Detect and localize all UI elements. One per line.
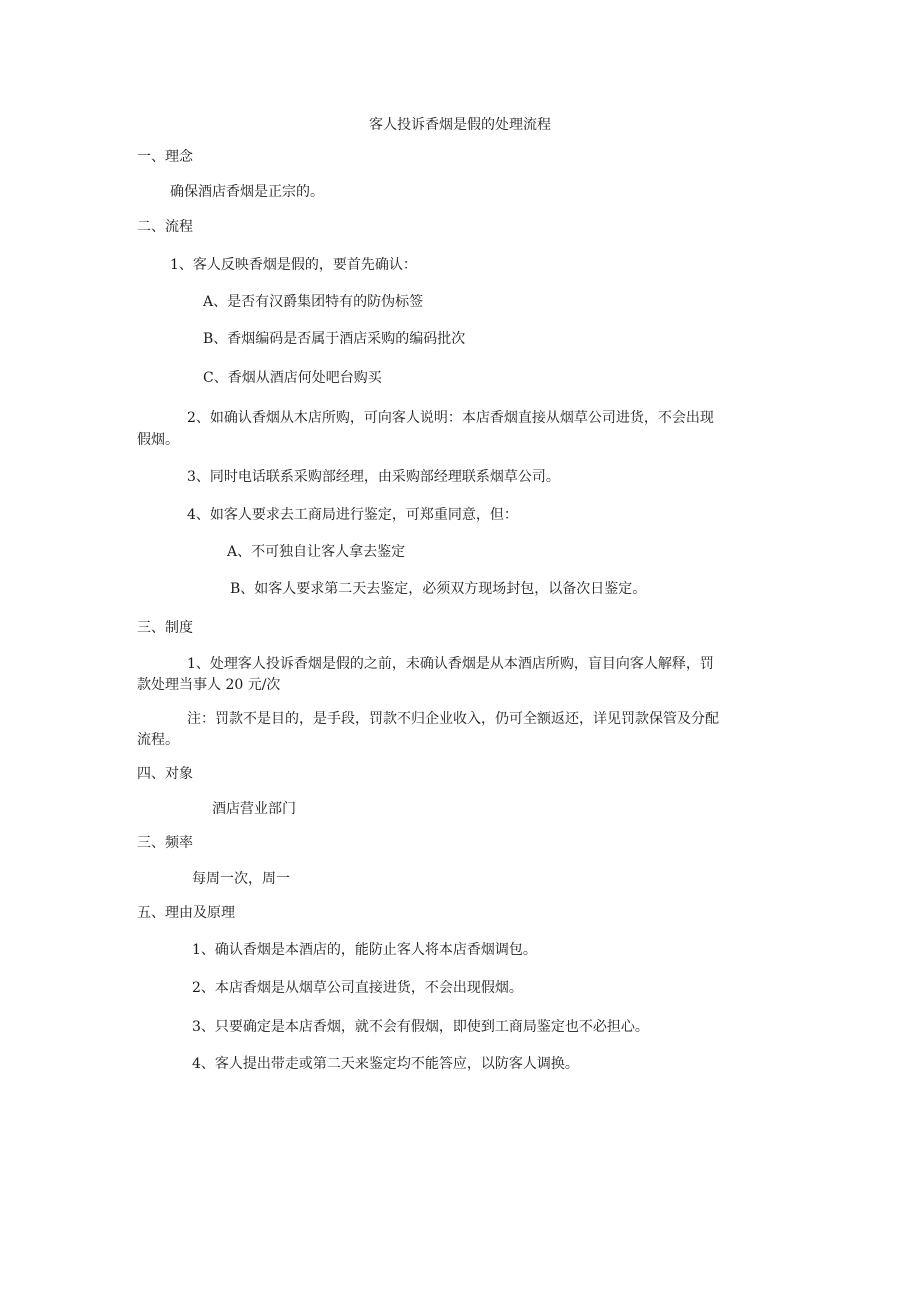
reasons-item-4: 4、客人提出带走或第二天来鉴定均不能答应，以防客人调换。 — [192, 1056, 579, 1072]
process-item-2-line2: 假烟。 — [137, 432, 179, 448]
section-heading-reasons: 五、理由及原理 — [137, 905, 235, 921]
section-body-philosophy: 确保酒店香烟是正宗的。 — [170, 184, 324, 200]
process-item-4: 4、如客人要求去工商局进行鉴定，可郑重同意，但： — [187, 507, 518, 523]
process-item-1-a: A、是否有汉爵集团特有的防伪标签 — [203, 294, 424, 310]
process-item-1-b: B、香烟编码是否属于酒店采购的编码批次 — [203, 331, 466, 347]
rules-note-line2: 流程。 — [137, 732, 179, 748]
section-heading-philosophy: 一、理念 — [137, 149, 193, 165]
section-heading-rules: 三、制度 — [137, 620, 193, 636]
reasons-item-2: 2、本店香烟是从烟草公司直接进货，不会出现假烟。 — [192, 980, 523, 996]
section-heading-target: 四、对象 — [137, 766, 193, 782]
section-body-target: 酒店营业部门 — [212, 801, 296, 817]
section-heading-process: 二、流程 — [137, 219, 193, 235]
document-title: 客人投诉香烟是假的处理流程 — [369, 117, 551, 133]
process-item-3: 3、同时电话联系采购部经理，由采购部经理联系烟草公司。 — [187, 469, 560, 485]
reasons-item-3: 3、只要确定是本店香烟，就不会有假烟，即使到工商局鉴定也不必担心。 — [192, 1019, 649, 1035]
rules-note-line1: 注：罚款不是目的，是手段，罚款不归企业收入，仍可全额返还，详见罚款保管及分配 — [187, 711, 719, 727]
process-item-2-line1: 2、如确认香烟从木店所购，可向客人说明：本店香烟直接从烟草公司进货，不会出现 — [187, 410, 714, 426]
rules-item-1-line1: 1、处理客人投诉香烟是假的之前，未确认香烟是从本酒店所购，盲目向客人解释，罚 — [187, 656, 714, 672]
section-heading-frequency: 三、频率 — [137, 835, 193, 851]
section-body-frequency: 每周一次，周一 — [192, 871, 290, 887]
process-item-1-c: C、香烟从酒店何处吧台购买 — [203, 370, 382, 386]
reasons-item-1: 1、确认香烟是本酒店的，能防止客人将本店香烟调包。 — [192, 942, 537, 958]
process-item-4-a: A、不可独自让客人拿去鉴定 — [227, 544, 406, 560]
rules-item-1-line2: 款处理当事人 20 元/次 — [137, 677, 281, 693]
process-item-4-b: B、如客人要求第二天去鉴定，必须双方现场封包，以备次日鉴定。 — [230, 581, 647, 597]
process-item-1: 1、客人反映香烟是假的，要首先确认： — [170, 257, 417, 273]
